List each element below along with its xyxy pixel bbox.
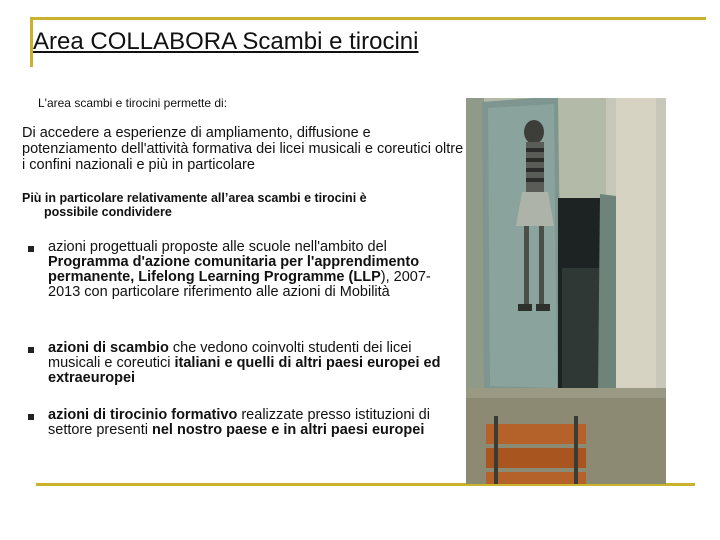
bullet-item-scambio-tail: italiani e quelli di altri paesi europei ed extraeuropei [48,355,441,386]
door-photo [466,98,666,484]
bullet-item-tirocinio [48,408,460,438]
bullet-item-tirocinio-bold: azioni di tirocinio formativo [48,407,238,423]
bullet-item-tirocinio-tail: nel nostro paese e in altri paesi europei [151,422,425,438]
bullet-item-llp [48,240,460,300]
intro-text: L'area scambi e tirocini permette di: [38,96,228,110]
bullet-marker-icon [28,246,34,252]
top-rule [30,17,706,20]
paragraph-share-line1: Più in particolare relativamente all’area scambi e tirocini è [22,191,367,205]
paragraph-access: Di accedere a esperienze di ampliamento, diffusione e potenziamento dell'attività formativa dei licei musicali e coreutici oltre i confini nazionali e più in particolare [22,125,464,173]
door-photo-illustration [466,98,666,484]
bullet-item-llp-text: azioni progettuali proposte alle scuole nell'ambito del [48,239,387,255]
bullet-item-llp-bold: Programma d'azione comunitaria per l'apprendimento permanente, Lifelong Learning Programme (LLP [48,254,420,285]
bullet-item-tirocinio-text: realizzate presso istituzioni di settore presenti [48,407,430,438]
slide-title: Area COLLABORA Scambi e tirocini [33,28,419,55]
bullet-marker-icon [28,414,34,420]
bullet-item-llp-tail: ), 2007-2013 con particolare riferimento alle azioni di Mobilità [48,269,431,300]
bullet-item-scambio-bold: azioni di scambio [48,340,169,356]
paragraph-share [22,191,462,219]
paragraph-share-line2: possibile condividere [44,205,172,219]
bullet-item-scambio [48,341,460,386]
bullet-marker-icon [28,347,34,353]
bullet-item-scambio-text: che vedono coinvolti studenti dei licei musicali e coreutici [48,340,412,371]
